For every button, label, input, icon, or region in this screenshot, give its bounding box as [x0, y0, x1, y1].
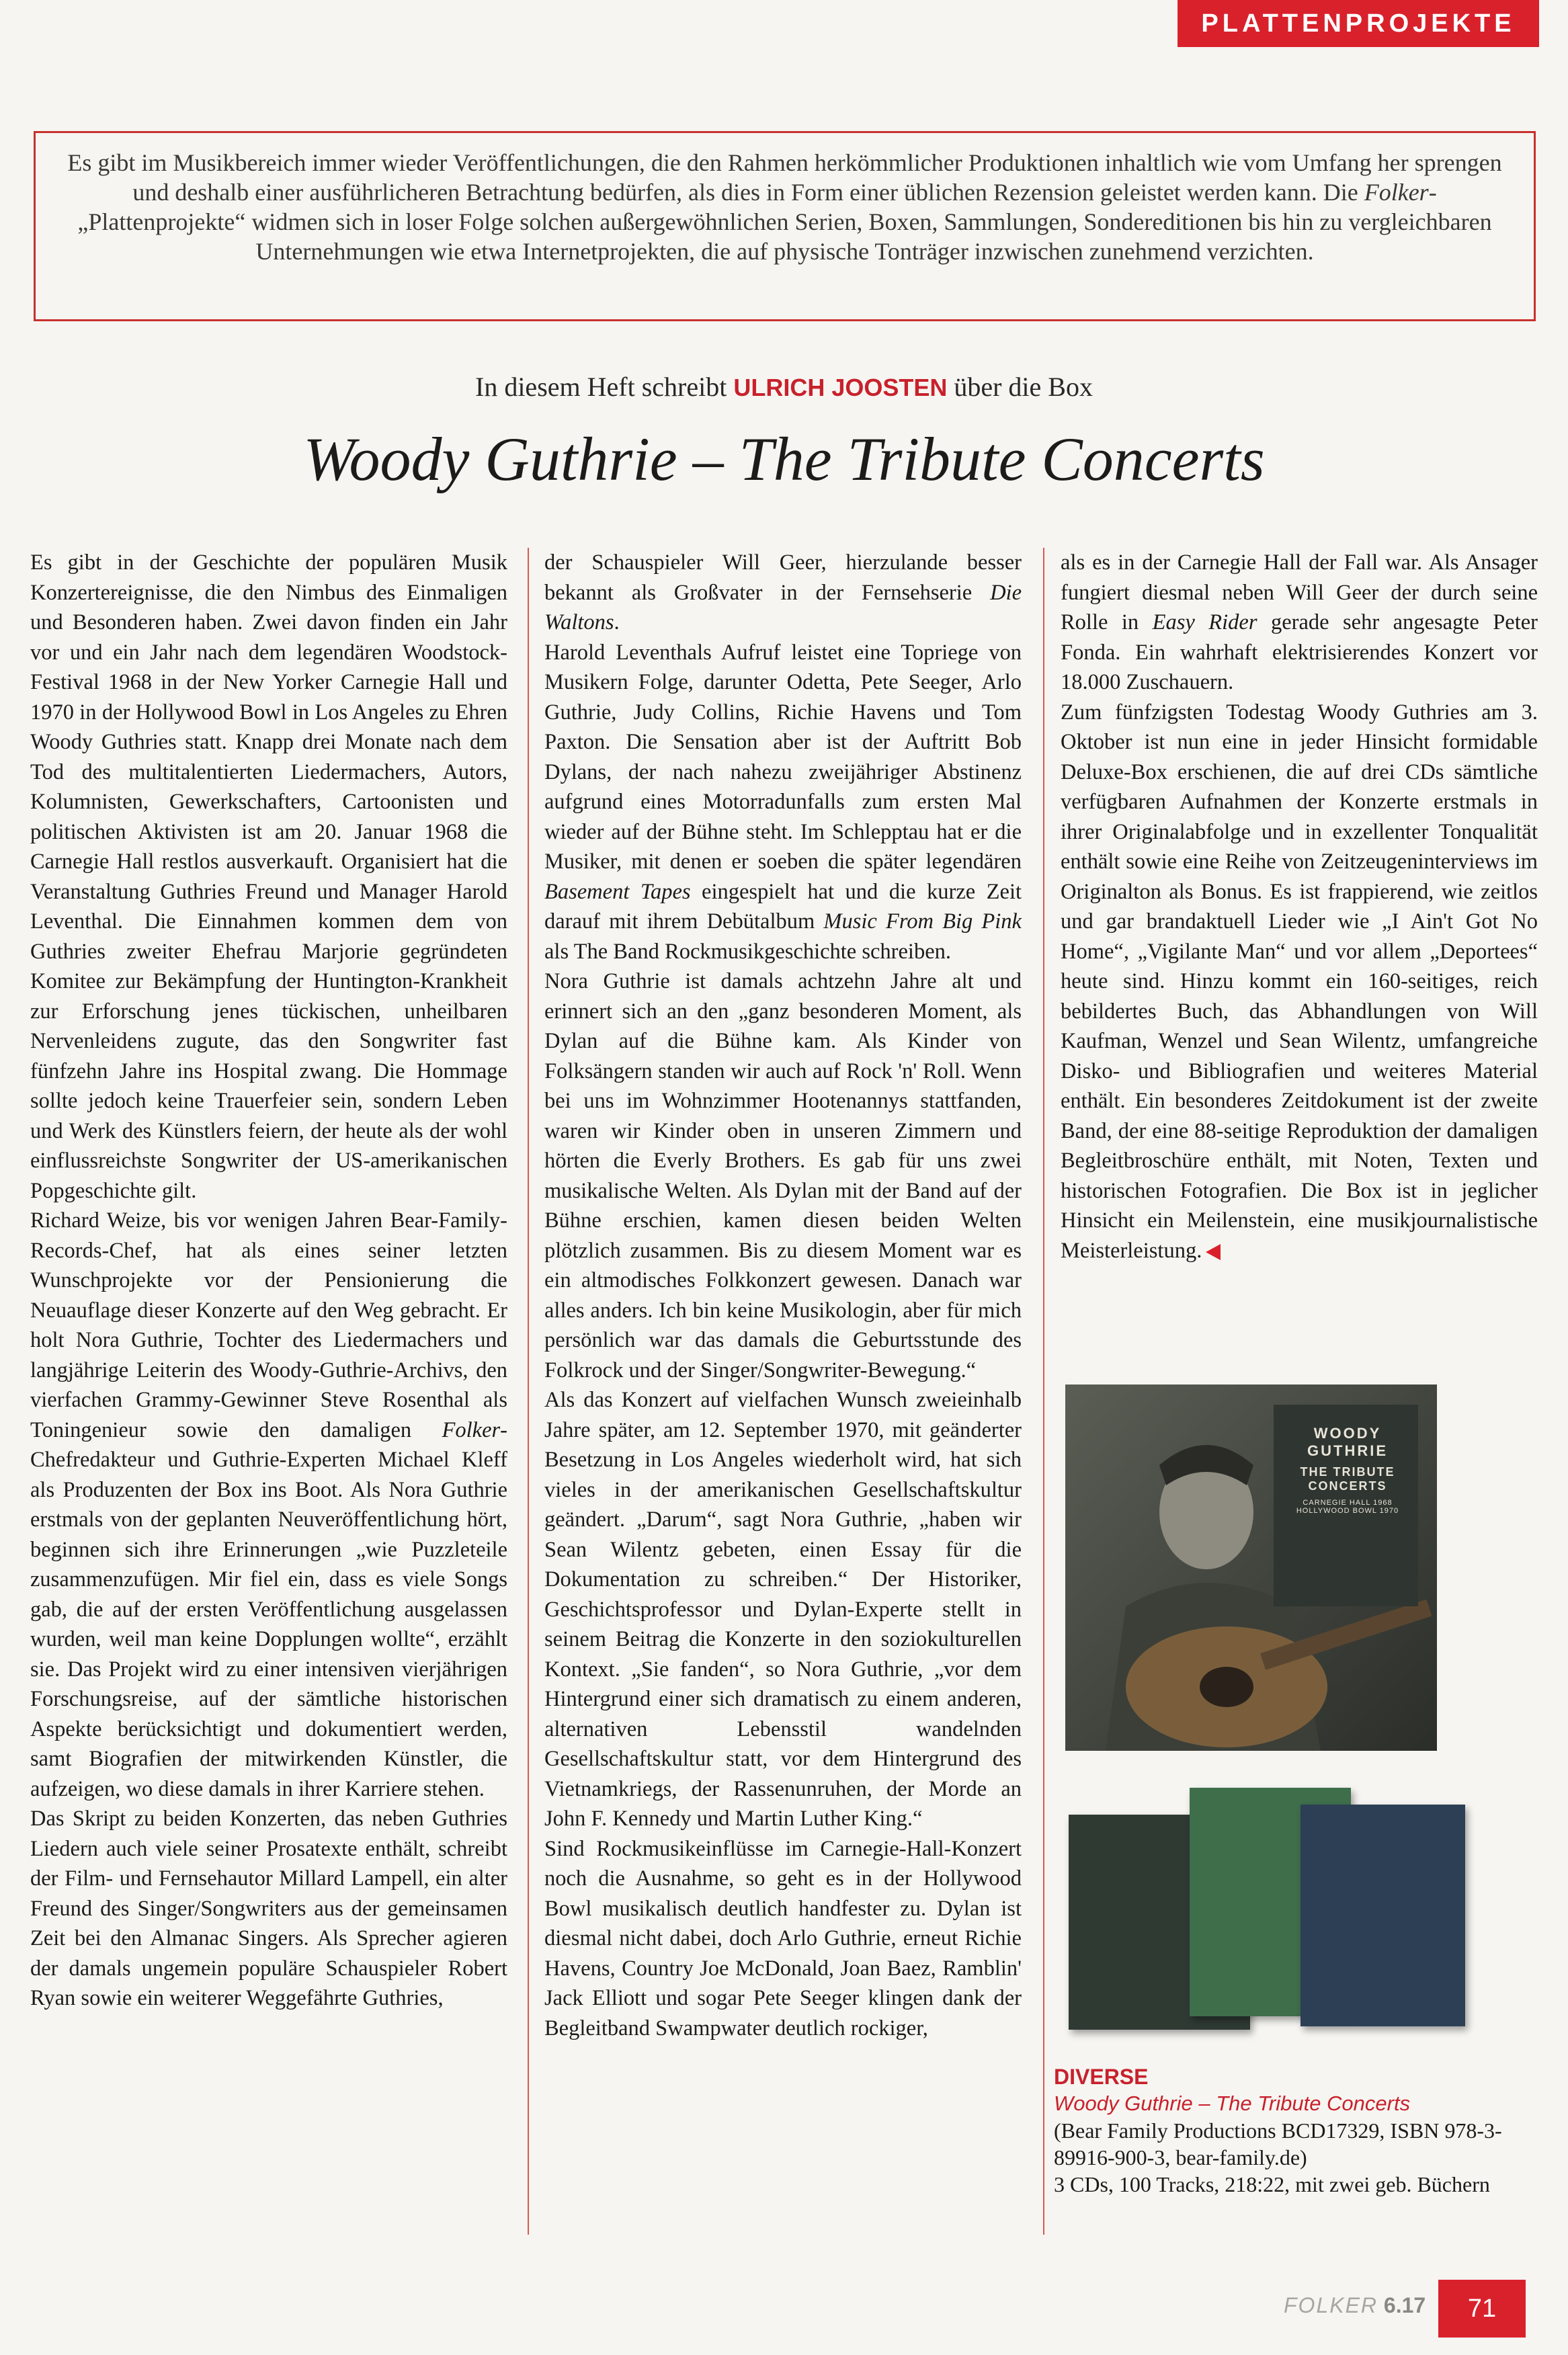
col2-p2-album-2: Music From Big Pink — [823, 909, 1022, 934]
cover-line-2: GUTHRIE — [1307, 1442, 1388, 1459]
section-label: PLATTENPROJEKTE — [1178, 0, 1539, 47]
column-rule-1 — [528, 548, 529, 2235]
col2-paragraph-4: Als das Konzert auf vielfachen Wunsch zweieinhalb Jahre später, am 12. September 1970, mit geänderter Besetzung in Los Angeles wiederholt wird, hat sich vieles in der amerikanischen Gesellschaftskultur geändert. „Darum“, sagt Nora Guthrie, „haben wir Sean Wilentz gebeten, einen Essay für die Dokumentation zu schreiben.“ Der Historiker, Geschichtsprofessor und Dylan-Experte stellt in seinem Beitrag die Konzerte in den soziokulturellen Kontext. „Sie fanden“, so Nora Guthrie, „vor dem Hintergrund einer sich dramatisch zu einem anderen, alternativen Lebensstil wandelnden Gesellschaftskultur statt, vor dem Hintergrund des Vietnamkriegs, der Rassenunruhen, der Morde an John F. Kennedy und Martin Luther King.“ — [544, 1388, 1022, 1831]
col1-paragraph-1: Es gibt in der Geschichte der populären Musik Konzertereignisse, die den Nimbus des Einmaligen und Besonderen haben. Zwei davon finden ein Jahr vor und ein Jahr nach dem legendären Woodstock-Festival 1968 in der New Yorker Carnegie Hall und 1970 in der Hollywood Bowl in Los Angeles zu Ehren Woody Guthries statt. Knapp drei Monate nach dem Tod des multitalentierten Liedermachers, Autors, Kolumnisten, Gewerkschafters, Cartoonisten und politischen Aktivisten ist am 20. Januar 1968 die Carnegie Hall restlos ausverkauft. Organisiert hat die Veranstaltung Guthries Freund und Manager Harold Leventhal. Die Einnahmen kommen dem von Guthries zweiter Ehefrau Marjorie gegründeten Komitee zur Bekämpfung der Huntington-Krankheit zur Erforschung jenes tückischen, unheilbaren Nervenleidens zugute, das den Songwriter fast fünfzehn Jahre ins Hospital zwang. Die Hommage sollte jedoch keine Trauerfeier sein, sondern Leben und Werk des Künstlers feiern, der heute als der wohl einflussreichste Songwriter der US-amerikanischen Popgeschichte gilt. — [30, 550, 507, 1203]
col2-p1-show: Die Waltons — [544, 580, 1022, 634]
article-column-1 — [30, 548, 507, 2014]
col2-p2-text: Harold Leventhals Aufruf leistet eine Topriege von Musikern Folge, darunter Odetta, Pete Seeger, Arlo Guthrie, Judy Collins, Richie Havens und Tom Paxton. Die Sensation aber ist der Auftritt Bob Dylans, der nach nahezu zweijähriger Abstinenz aufgrund eines Motorradunfalls zum ersten Mal wieder auf der Bühne steht. Im Schlepptau hat er die Musiker, mit denen er soeben die später legendären — [544, 640, 1022, 874]
credit-contents: 3 CDs, 100 Tracks, 218:22, mit zwei geb. Büchern — [1054, 2172, 1490, 2196]
col2-paragraph-3: Nora Guthrie ist damals achtzehn Jahre alt und erinnert sich an den „ganz besonderen Moment, als Dylan auf die Bühne kam. Als Kinder von Folksängern standen wir auch auf Rock 'n' Roll. Wenn bei uns im Wohnzimmer Hootenannys stattfanden, waren wir Kinder oben in unseren Zimmern und hörten die Everly Brothers. Es gab für uns zwei musikalische Welten. Als Dylan mit der Band auf der Bühne erschien, kamen diesen beiden Welten plötzlich zusammen. Bis zu diesem Moment war es ein altmodisches Folkkonzert gewesen. Danach war alles anders. Ich bin keine Musikologin, aber für mich persönlich war das damals die Geburtsstunde des Folkrock und der Singer/Songwriter-Bewegung.“ — [544, 969, 1022, 1382]
release-credit — [1054, 2063, 1538, 2198]
cover-line-5: CARNEGIE HALL 1968 — [1303, 1499, 1393, 1507]
footer-magazine-name: FOLKER — [1284, 2293, 1378, 2317]
byline-before: In diesem Heft schreibt — [475, 372, 734, 402]
col3-paragraph-1 — [1061, 548, 1538, 698]
article-column-2 — [544, 548, 1022, 2043]
album-cover-photo — [1065, 1385, 1437, 1751]
col2-paragraph-5: Sind Rockmusikeinflüsse im Carnegie-Hall-Konzert noch die Ausnahme, so geht es in der Hollywood Bowl musikalisch deutlich handfester zu. Dylan ist diesmal nicht dabei, doch Arlo Guthrie, erneut Richie Havens, Country Joe McDonald, Joan Baez, Ramblin' Jack Elliott und sogar Pete Seeger klingen dank der Begleitband Swampwater deutlich rockiger, — [544, 1836, 1022, 2040]
byline — [0, 371, 1568, 403]
col2-p2-mid: eingespielt hat und die kurze Zeit darauf mit ihrem Debütalbum — [544, 879, 1022, 934]
byline-author: ULRICH JOOSTEN — [733, 374, 948, 401]
intro-box — [34, 131, 1536, 321]
intro-text-1: Es gibt im Musikbereich immer wieder Veröffentlichungen, die den Rahmen herkömmlicher Produktionen inhaltlich wie vom Umfang her sprengen und deshalb einer ausführlicheren Betrachtung bedürfen, als dies in Form einer üblichen Rezension geleistet werden kann. Die — [67, 149, 1502, 206]
credit-artist: DIVERSE — [1054, 2065, 1149, 2089]
col2-paragraph-1 — [544, 548, 1022, 638]
column-rule-2 — [1043, 548, 1044, 2235]
cover-line-6: HOLLYWOOD BOWL 1970 — [1296, 1507, 1399, 1515]
col3-paragraph-2 — [1061, 698, 1538, 1266]
col2-p1-text-a: der Schauspieler Will Geer, hierzulande besser bekannt als Großvater in der Fernsehserie — [544, 550, 1022, 605]
col3-p2-text: Zum fünfzigsten Todestag Woody Guthries am 3. Oktober ist nun eine in jeder Hinsicht formidable Deluxe-Box erschienen, die auf drei CDs sämtliche verfügbaren Aufnahmen der Konzerte erstmals in ihrer Originalabfolge und in exzellenter Tonqualität enthält sowie eine Reihe von Zeitzeugeninterviews im Originalton als Bonus. Es ist frappierend, wie zeitlos und gar brandaktuell Lieder wie „I Ain't Got No Home“, „Vigilante Man“ und vor allem „Deportees“ heute sind. Hinzu kommt ein 160-seitiges, reich bebildertes Buch, das Abhandlungen von Will Kaufman, Wenzel und Sean Wilentz, umfangreiche Disko- und Bibliografien und weiteres Material enthält. Ein besonderes Zeitdokument ist der zweite Band, der eine 88-seitige Reproduktion der damaligen Begleitbroschüre enthält, mit Noten, Texten und historischen Fotografien. Die Box ist in jeglicher Hinsicht ein Meilenstein, eine musikjournalistische Meisterleistung. — [1061, 700, 1538, 1263]
footer-issue: 6.17 — [1383, 2293, 1426, 2317]
cover-title-block — [1280, 1425, 1415, 1515]
byline-after: über die Box — [947, 372, 1093, 402]
intro-magazine-name: Folker — [1364, 179, 1429, 206]
cover-line-4: CONCERTS — [1308, 1479, 1387, 1493]
col1-paragraph-2 — [30, 1206, 507, 1804]
intro-text-2: -„Plattenprojekte“ widmen sich in loser Folge solchen außergewöhnlichen Serien, Boxen, Sammlungen, Sondereditionen bis hin zu vergleichbaren Unternehmungen wie etwa Internetprojekten, die auf physische Tonträger inzwischen zunehmend verzichten. — [77, 179, 1492, 265]
col2-p1-text-b: . — [614, 610, 620, 634]
col2-paragraph-2 — [544, 638, 1022, 967]
box-set-product-shot — [1069, 1788, 1512, 2057]
col3-p1-text-b: gerade sehr angesagte Peter Fonda. Ein wahrhaft elektrisierendes Konzert vor 18.000 Zuschauern. — [1061, 610, 1538, 694]
col1-p2-text-b: -Chefredakteur und Guthrie-Experten Michael Kleff als Produzenten der Box ins Boot. Als Nora Guthrie erstmals von der geplanten Neuveröffentlichung hört, beginnen sich ihre Erinnerungen „wie Puzzleteile zusammenzufügen. Mir fiel ein, dass es viele Songs gab, die auf der ersten Veröffentlichung ausgelassen wurden, weil man keine Dopplungen wollte“, erzählt sie. Das Projekt wird zu einer intensiven vierjährigen Forschungsreise, auf der sämtliche historischen Aspekte berücksichtigt und dokumentiert werden, samt Biografien der mitwirkenden Künstler, die aufzeigen, wo diese damals in ihrer Karriere stehen. — [30, 1417, 507, 1801]
col3-p1-text-a: als es in der Carnegie Hall der Fall war. Als Ansager fungiert diesmal neben Will Geer der durch seine Rolle in — [1061, 550, 1538, 634]
article-column-3 — [1061, 548, 1538, 1266]
col1-p2-text-a: Richard Weize, bis vor wenigen Jahren Bear-Family-Records-Chef, hat als eines seiner letzten Wunschprojekte vor der Pensionierung die Neuauflage dieser Konzerte auf den Weg gebracht. Er holt Nora Guthrie, Tochter des Liedermachers und langjährige Leiterin des Woody-Guthrie-Archivs, den vierfachen Grammy-Gewinner Steve Rosenthal als Toningenieur sowie den damaligen — [30, 1208, 507, 1442]
box-set-volume-3 — [1301, 1805, 1465, 2026]
col2-p2-album-1: Basement Tapes — [544, 879, 691, 904]
footer-magazine — [1284, 2293, 1426, 2318]
col1-paragraph-3: Das Skript zu beiden Konzerten, das neben Guthries Liedern auch viele seiner Prosatexte enthält, schreibt der Film- und Fernsehautor Millard Lampell, ein alter Freund des Singer/Songwriters aus der gemeinsamen Zeit bei den Almanac Singers. Als Sprecher agieren der damals ungemein populäre Schauspieler Robert Ryan sowie ein weiterer Weggefährte Guthries, — [30, 1807, 507, 2010]
col2-p2-end: als The Band Rockmusikgeschichte schreiben. — [544, 939, 952, 964]
article-headline: Woody Guthrie – The Tribute Concerts — [303, 425, 1265, 493]
credit-details: (Bear Family Productions BCD17329, ISBN 978-3-89916-900-3, bear-family.de) — [1054, 2118, 1502, 2170]
end-of-article-triangle-icon — [1206, 1244, 1221, 1260]
cover-line-1: WOODY — [1313, 1425, 1382, 1442]
credit-title: Woody Guthrie – The Tribute Concerts — [1054, 2092, 1411, 2115]
col3-p1-film: Easy Rider — [1152, 610, 1257, 634]
cover-line-3: THE TRIBUTE — [1300, 1465, 1395, 1479]
col1-p2-magazine: Folker — [442, 1417, 501, 1442]
page-number: 71 — [1438, 2280, 1526, 2338]
